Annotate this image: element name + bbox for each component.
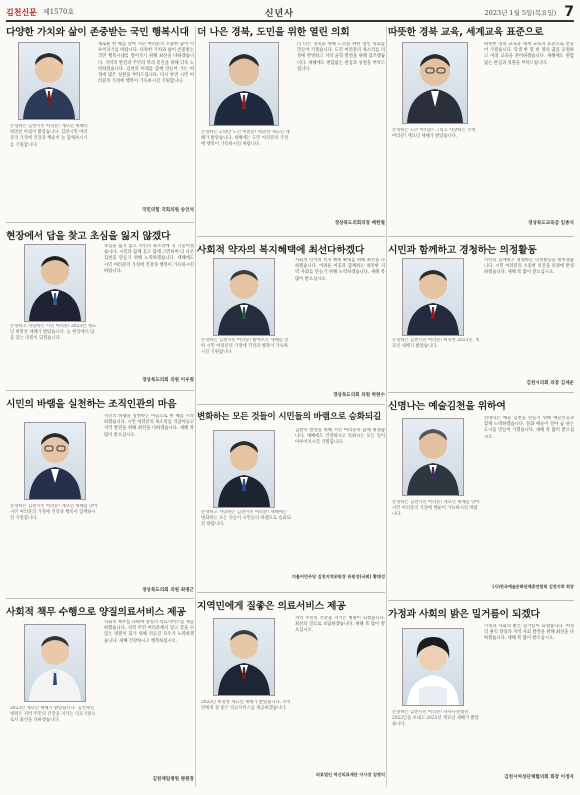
masthead xyxy=(6,4,574,20)
article-headline: 시민의 바램을 실천하는 조직인관의 마음 xyxy=(6,399,177,410)
column-left xyxy=(6,24,194,789)
article-byline: 경상북도의회 의원 이우청 xyxy=(141,378,194,383)
article-divider xyxy=(388,392,574,393)
article-divider xyxy=(6,222,194,223)
author-photo xyxy=(18,42,80,120)
article-12 xyxy=(388,606,574,788)
author-photo xyxy=(402,418,464,496)
article-byline: 더불어민주당 김천지역위원장 위원장(국회) 황태성 xyxy=(291,574,385,579)
article-body: 사회적 약자의 복지 혜택 확대를 위해 최선을 다하겠습니다. 어려운 이웃과 함께하는 따뜻한 지역 사회를 만들기 위해 노력하겠습니다. 새해 복 많이 받으십시오. xyxy=(295,258,385,282)
author-photo xyxy=(24,624,86,702)
article-caption: 존경하고 사랑하는 김천시민 여러분! 새해에는 변화하는 모든 것들이 시민들의 바램으로 승화되길 바랍니다. xyxy=(201,510,291,528)
article-caption: 존경하는 김천시민 여러분! 계묘년 새해를 맞아 시민 여러분의 가정에 행운이 가득하시길 바랍니다. xyxy=(392,500,480,518)
issue-number: 제1570호 xyxy=(42,8,75,16)
article-5 xyxy=(197,24,385,234)
article-body: 따뜻한 경북 교육을 세계 교육의 표준으로 만들어 가겠습니다. 학생 한 명 한 명의 꿈을 응원하고 미래 교육을 준비하겠습니다. 새해에도 변함없는 관심과 성원을 부탁드립니다. xyxy=(484,42,574,66)
article-body: 신명나는 예술 김천을 만들기 위해 예술인들과 함께 노력하겠습니다. 문화 예술이 살아 숨 쉬는 도시를 만들어 가겠습니다. 새해 복 많이 받으십시오. xyxy=(484,416,574,440)
article-divider xyxy=(6,598,194,599)
article-body: 시민과 함께하고 경청하는 의정활동을 펼치겠습니다. 시민 여러분의 소중한 의견을 의정에 반영하겠습니다. 새해 복 많이 받으십시오. xyxy=(484,258,574,276)
section-title: 신년사 xyxy=(264,8,294,19)
article-divider xyxy=(388,236,574,237)
article-headline: 더 나은 경북, 도민을 위한 열린 의회 xyxy=(197,27,350,38)
author-photo xyxy=(213,618,275,696)
article-body: 더 나은 경북을 위해 도민을 위한 열린 의회를 만들어 가겠습니다. 도민 여러분의 목소리를 의정에 반영하고 지역 균형 발전을 위해 힘쓰겠습니다. 새해에도 변함없는 관심과 성원을 부탁드립니다. xyxy=(297,42,385,72)
column-right xyxy=(388,24,574,789)
article-caption: 존경하는 김천시민 여러분! 계묘년 새해의 희망찬 아침이 밝았습니다. 김천시민 여러분의 가정에 건강과 행운이 늘 함께하시기를 기원합니다. xyxy=(10,124,88,148)
article-1 xyxy=(6,24,194,220)
article-divider xyxy=(197,236,385,237)
article-headline: 사회적 약자의 복지혜택에 최선다하겠다 xyxy=(197,245,365,256)
issue-date: 2023년 1월 5일(목요일) xyxy=(484,8,557,17)
article-body: 가정과 사회의 밝은 밀거름이 되겠습니다. 여성의 권익 향상과 지역 사회 발전을 위해 최선을 다하겠습니다. 새해 복 많이 받으십시오. xyxy=(484,624,574,642)
masthead-rule xyxy=(6,20,574,22)
article-9 xyxy=(388,24,574,234)
article-body: 새로운 한 해를 맞아 시민 여러분의 소중한 꿈이 이루어지기를 바랍니다. 다양한 가치와 삶이 존중받는 국민 행복시대를 열어가기 위해 최선을 다하겠습니다. 지역의 발전과 주민의 복리 증진을 위해 더욱 노력하겠습니다. 김천의 미래를 함께 만들어 가는 여정에 많은 성원을 부탁드립니다. 다시 한번 시민 여러분의 가정에 행복이 가득하시길 기원합니다. xyxy=(98,42,194,85)
article-byline: 김천시여성단체협의회 회장 이정자 xyxy=(504,775,574,780)
author-photo xyxy=(213,430,275,508)
article-7 xyxy=(197,410,385,590)
article-body: 지역 주민의 건강을 지키는 병원이 되겠습니다. 최선의 진료로 보답하겠습니다. 새해 복 많이 받으십시오. xyxy=(295,616,385,634)
article-byline: 국민의힘 국회의원 송언석 xyxy=(141,208,194,213)
author-photo xyxy=(213,258,275,336)
article-divider xyxy=(388,600,574,601)
article-body: 김천의 발전을 위해 시민 여러분과 함께 뛰겠습니다. 새해에도 건강하시고 뜻하시는 모든 일이 이루어지시길 기원합니다. xyxy=(295,428,385,446)
article-headline: 변화하는 모든 것들이 시민들의 바램으로 승화되길 xyxy=(197,412,382,422)
author-photo xyxy=(402,258,464,336)
column-middle xyxy=(197,24,385,789)
article-byline: 경상북도교육감 임종식 xyxy=(528,221,574,226)
article-10 xyxy=(388,242,574,390)
article-caption: 존경하는 김천시민 여러분! 밝아오는 새해를 맞아 시민 여러분의 가정에 건강과 행복이 가득하시길 기원합니다. xyxy=(201,338,289,356)
article-caption: 존경하는 도민 여러분! 그리고 사랑하는 학생 여러분! 계묘년 새해가 밝았습니다. xyxy=(392,128,476,140)
article-2 xyxy=(6,228,194,388)
article-caption: 존경하는 270만 도민 여러분! 희망찬 계묘년 새해가 밝았습니다. 새해에는 도민 여러분의 가정에 행복이 가득하시길 바랍니다. xyxy=(201,130,290,148)
author-photo xyxy=(209,42,279,126)
article-8 xyxy=(197,598,385,788)
article-byline: 경상북도의회의장 배한철 xyxy=(334,221,385,226)
article-headline: 가정과 사회의 밝은 밀거름이 되겠다 xyxy=(388,609,540,620)
article-byline: 김천제일병원 병원장 xyxy=(152,777,194,782)
column-divider xyxy=(195,26,196,787)
article-caption: 2023년 계묘년 새해가 밝았습니다. 김천제일병원은 지역 주민의 건강을 지키는 의료기관으로서 최선을 다하겠습니다. xyxy=(10,706,96,724)
article-caption: 존경하는 김천시민 여러분! 희망찬 2023년, 계묘년 새해가 밝았습니다. xyxy=(392,338,480,350)
article-headline: 다양한 가치와 삶이 존중받는 국민 행복시대 xyxy=(6,27,189,38)
article-body: 시민의 바램을 실천하는 마음으로 한 해를 시작하겠습니다. 시민 여러분의 목소리를 귀담아듣고 지역 발전을 위해 최선을 다하겠습니다. 새해 복 많이 받으십시오. xyxy=(104,414,194,438)
article-divider xyxy=(197,404,385,405)
article-caption: 존경하는 김천시민 여러분! 계묘년 새해를 맞아 시민 여러분의 가정에 건강과 행복이 함께하시길 기원합니다. xyxy=(10,504,98,522)
newspaper-name: 김천신문 xyxy=(6,6,37,17)
article-headline: 따뜻한 경북 교육, 세계교육 표준으로 xyxy=(388,27,544,38)
article-byline: 김천시의회 의장 김세운 xyxy=(526,381,574,386)
article-divider xyxy=(197,592,385,593)
article-body: 초심을 잃지 않고 시민의 목소리에 귀 기울이겠습니다. 시민과 함께 웃고 함께 고민하며 더 나은 김천을 만들기 위해 노력하겠습니다. 새해에도 시민 여러분의 가정에 건강과 행복이 가득하시길 바랍니다. xyxy=(104,244,194,274)
article-headline: 시민과 함께하고 경청하는 의정활동 xyxy=(388,245,537,256)
article-11 xyxy=(388,398,574,598)
article-byline: (사)한국예술문화단체총연합회 김천지회 회장 xyxy=(492,584,574,589)
article-caption: 존경하는 김천시민 여러분! 다사다난했던 2022년을 보내고 2023년 계묘년 새해가 밝았습니다. xyxy=(392,710,479,728)
author-photo xyxy=(402,628,464,706)
article-headline: 현장에서 답을 찾고 초심을 잃지 않겠다 xyxy=(6,231,171,242)
column-divider xyxy=(386,26,387,787)
article-3 xyxy=(6,396,194,596)
article-4 xyxy=(6,604,194,789)
article-divider xyxy=(6,390,194,391)
article-byline: 경상북도의회 의원 박판수 xyxy=(332,393,385,398)
author-photo xyxy=(24,422,86,500)
author-photo xyxy=(402,42,468,124)
page-number: 7 xyxy=(564,4,574,20)
author-photo xyxy=(24,244,86,322)
article-byline: 경상북도의회 의원 최병근 xyxy=(141,588,194,593)
article-body: 사회적 책무를 다하며 양질의 의료서비스를 제공하겠습니다. 지역 주민 여러분께서 믿고 찾을 수 있는 병원이 되기 위해 의료진 모두가 노력하겠습니다. 새해 건강하시고 행복하십시오. xyxy=(104,620,194,644)
article-headline: 지역민에게 질좋은 의료서비스 제공 xyxy=(197,601,346,612)
article-byline: 의료법인 덕산의료재단 이사장 김병익 xyxy=(315,772,385,777)
article-headline: 사회적 책무 수행으로 양질의료서비스 제공 xyxy=(6,607,186,618)
article-headline: 신명나는 예술김천을 위하여 xyxy=(388,401,506,412)
article-6 xyxy=(197,242,385,402)
article-caption: 2023년 희망찬 계묘년 새해가 밝았습니다. 지역민에게 질 좋은 의료서비스를 제공하겠습니다. xyxy=(201,700,291,712)
article-caption: 존경하고 사랑하는 시민 여러분! 2023년 계묘년 희망찬 새해가 밝았습니다. 늘 현장에서 답을 찾는 의원이 되겠습니다. xyxy=(10,324,96,342)
